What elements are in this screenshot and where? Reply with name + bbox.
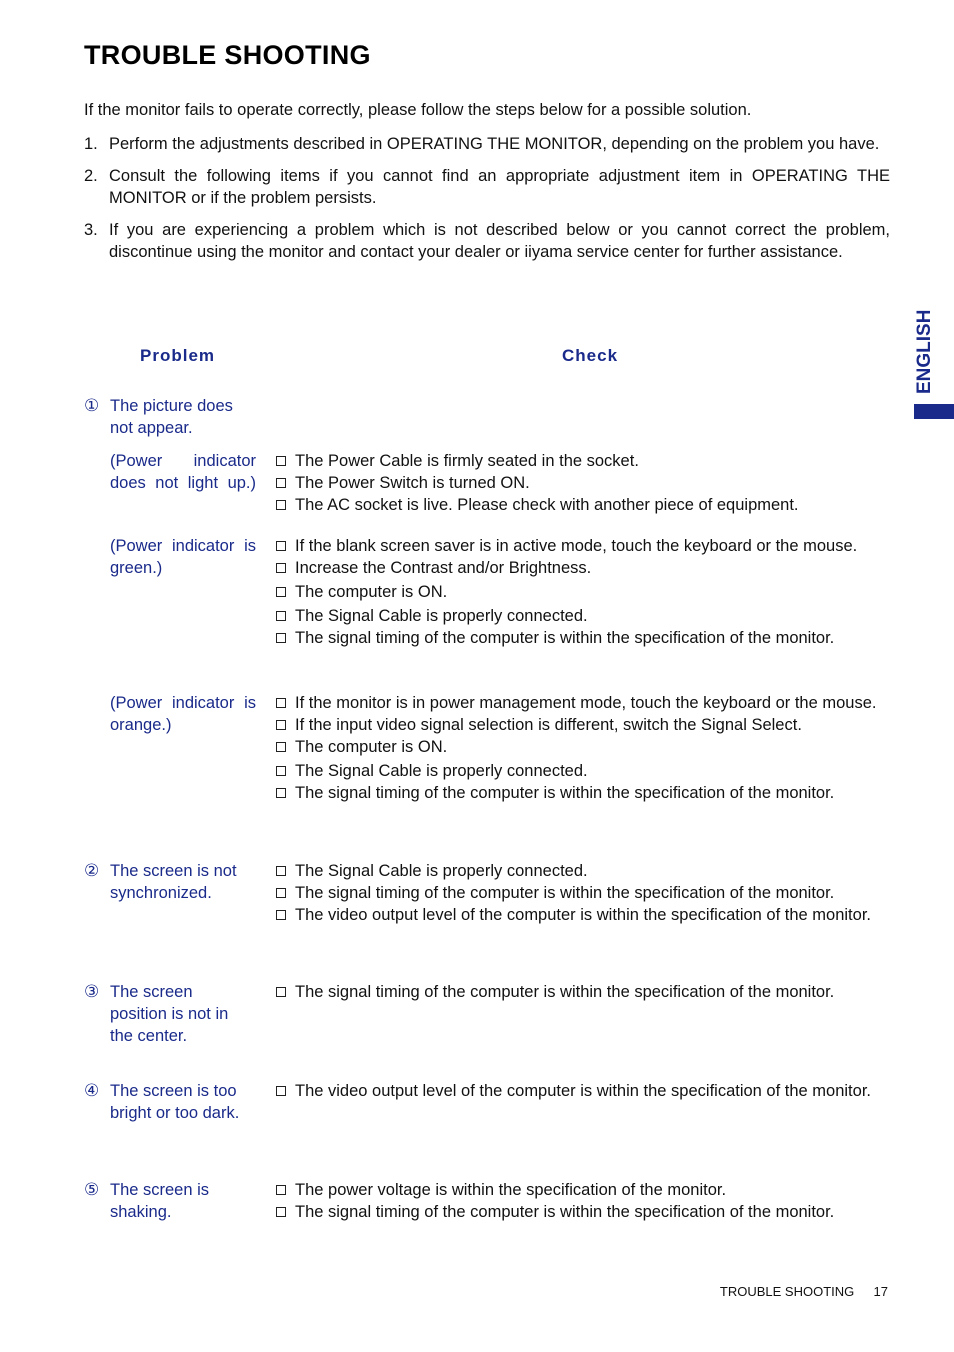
steps-list — [84, 133, 890, 263]
problem-2 — [84, 860, 254, 904]
check-item: The AC socket is live. Please check with another piece of equipment. — [274, 494, 888, 516]
problem-1c-checks — [274, 692, 888, 804]
check-item: The video output level of the computer is within the specification of the monitor. — [274, 1080, 888, 1102]
problem-4-checks — [274, 1080, 888, 1102]
check-item: If the monitor is in power management mode, touch the keyboard or the mouse. — [274, 692, 888, 714]
problem-5 — [84, 1179, 254, 1223]
problem-1a-checks — [274, 450, 888, 516]
check-item: The Power Switch is turned ON. — [274, 472, 888, 494]
page-footer — [700, 1284, 888, 1299]
checkbox-icon — [276, 766, 286, 776]
problem-4-label: The screen is too bright or too dark. — [110, 1082, 240, 1122]
checkbox-icon — [276, 456, 286, 466]
check-item: If the blank screen saver is in active mode, touch the keyboard or the mouse. — [274, 535, 888, 557]
step-text: Perform the adjustments described in OPERATING THE MONITOR, depending on the problem you have. — [109, 135, 880, 153]
problem-4 — [84, 1080, 254, 1124]
checkbox-icon — [276, 587, 286, 597]
page-number: 17 — [873, 1284, 888, 1299]
problem-column-header: Problem — [140, 346, 216, 365]
step-item — [84, 219, 890, 263]
step-number: 2. — [84, 167, 98, 185]
check-item: The computer is ON. — [274, 581, 888, 603]
checkbox-icon — [276, 698, 286, 708]
step-item — [84, 133, 890, 155]
check-item: The signal timing of the computer is within the specification of the monitor. — [274, 627, 888, 649]
checkbox-icon — [276, 633, 286, 643]
checkbox-icon — [276, 563, 286, 573]
step-number: 3. — [84, 221, 98, 239]
checkbox-icon — [276, 720, 286, 730]
problem-3-checks — [274, 981, 888, 1003]
checkbox-icon — [276, 788, 286, 798]
checkbox-icon — [276, 866, 286, 876]
checkbox-icon — [276, 500, 286, 510]
checkbox-icon — [276, 910, 286, 920]
check-item: The signal timing of the computer is within the specification of the monitor. — [274, 981, 888, 1003]
checkbox-icon — [276, 1185, 286, 1195]
circled-number-4: ④ — [84, 1081, 100, 1101]
problem-2-checks — [274, 860, 888, 926]
checkbox-icon — [276, 742, 286, 752]
checkbox-icon — [276, 888, 286, 898]
problem-2-label: The screen is not synchronized. — [110, 862, 237, 902]
check-item: Increase the Contrast and/or Brightness. — [274, 557, 888, 579]
problem-1c-label: (Power indicator is orange.) — [110, 694, 256, 734]
checkbox-icon — [276, 1207, 286, 1217]
problem-5-label: The screen is shaking. — [110, 1181, 210, 1221]
step-number: 1. — [84, 135, 98, 153]
checkbox-icon — [276, 987, 286, 997]
check-item: The signal timing of the computer is within the specification of the monitor. — [274, 1201, 888, 1223]
check-item: The Signal Cable is properly connected. — [274, 605, 888, 627]
check-item: The video output level of the computer is within the specification of the monitor. — [274, 904, 888, 926]
checkbox-icon — [276, 478, 286, 488]
check-item: The computer is ON. — [274, 736, 888, 758]
check-item: The Signal Cable is properly connected. — [274, 760, 888, 782]
problem-3-label: The screen position is not in the center. — [110, 983, 229, 1045]
check-item: If the input video signal selection is different, switch the Signal Select. — [274, 714, 888, 736]
circled-number-2: ② — [84, 861, 100, 881]
checkbox-icon — [276, 541, 286, 551]
check-column-header: Check — [562, 346, 619, 365]
language-tab-bar — [914, 404, 954, 419]
check-item: The Signal Cable is properly connected. — [274, 860, 888, 882]
problem-1-label: The picture does not appear. — [110, 397, 233, 437]
step-text: If you are experiencing a problem which is not described below or you cannot correct the problem, discontinue using the monitor and contact your dealer or iiyama service center for further assistance. — [109, 221, 890, 261]
intro-text: If the monitor fails to operate correctly, please follow the steps below for a possible solution. — [84, 101, 752, 119]
circled-number-1: ① — [84, 396, 100, 416]
problem-1a-label: (Power indicator does not light up.) — [110, 452, 256, 492]
check-item: The power voltage is within the specification of the monitor. — [274, 1179, 888, 1201]
problem-1b-label: (Power indicator is green.) — [110, 537, 256, 577]
step-text: Consult the following items if you cannot find an appropriate adjustment item in OPERATING THE MONITOR or if the problem persists. — [109, 167, 890, 207]
check-item: The signal timing of the computer is within the specification of the monitor. — [274, 882, 888, 904]
problem-1b-checks — [274, 535, 888, 649]
circled-number-3: ③ — [84, 982, 100, 1002]
language-tab-label — [896, 300, 950, 400]
check-item: The Power Cable is firmly seated in the socket. — [274, 450, 888, 472]
problem-1 — [84, 395, 254, 439]
page-title: TROUBLE SHOOTING — [84, 40, 371, 70]
language-tab-text: ENGLISH — [914, 309, 935, 394]
step-item — [84, 165, 890, 209]
check-item: The signal timing of the computer is within the specification of the monitor. — [274, 782, 888, 804]
problem-3 — [84, 981, 254, 1047]
footer-section: TROUBLE SHOOTING — [719, 1284, 855, 1299]
problem-5-checks — [274, 1179, 888, 1223]
checkbox-icon — [276, 611, 286, 621]
checkbox-icon — [276, 1086, 286, 1096]
circled-number-5: ⑤ — [84, 1180, 100, 1200]
